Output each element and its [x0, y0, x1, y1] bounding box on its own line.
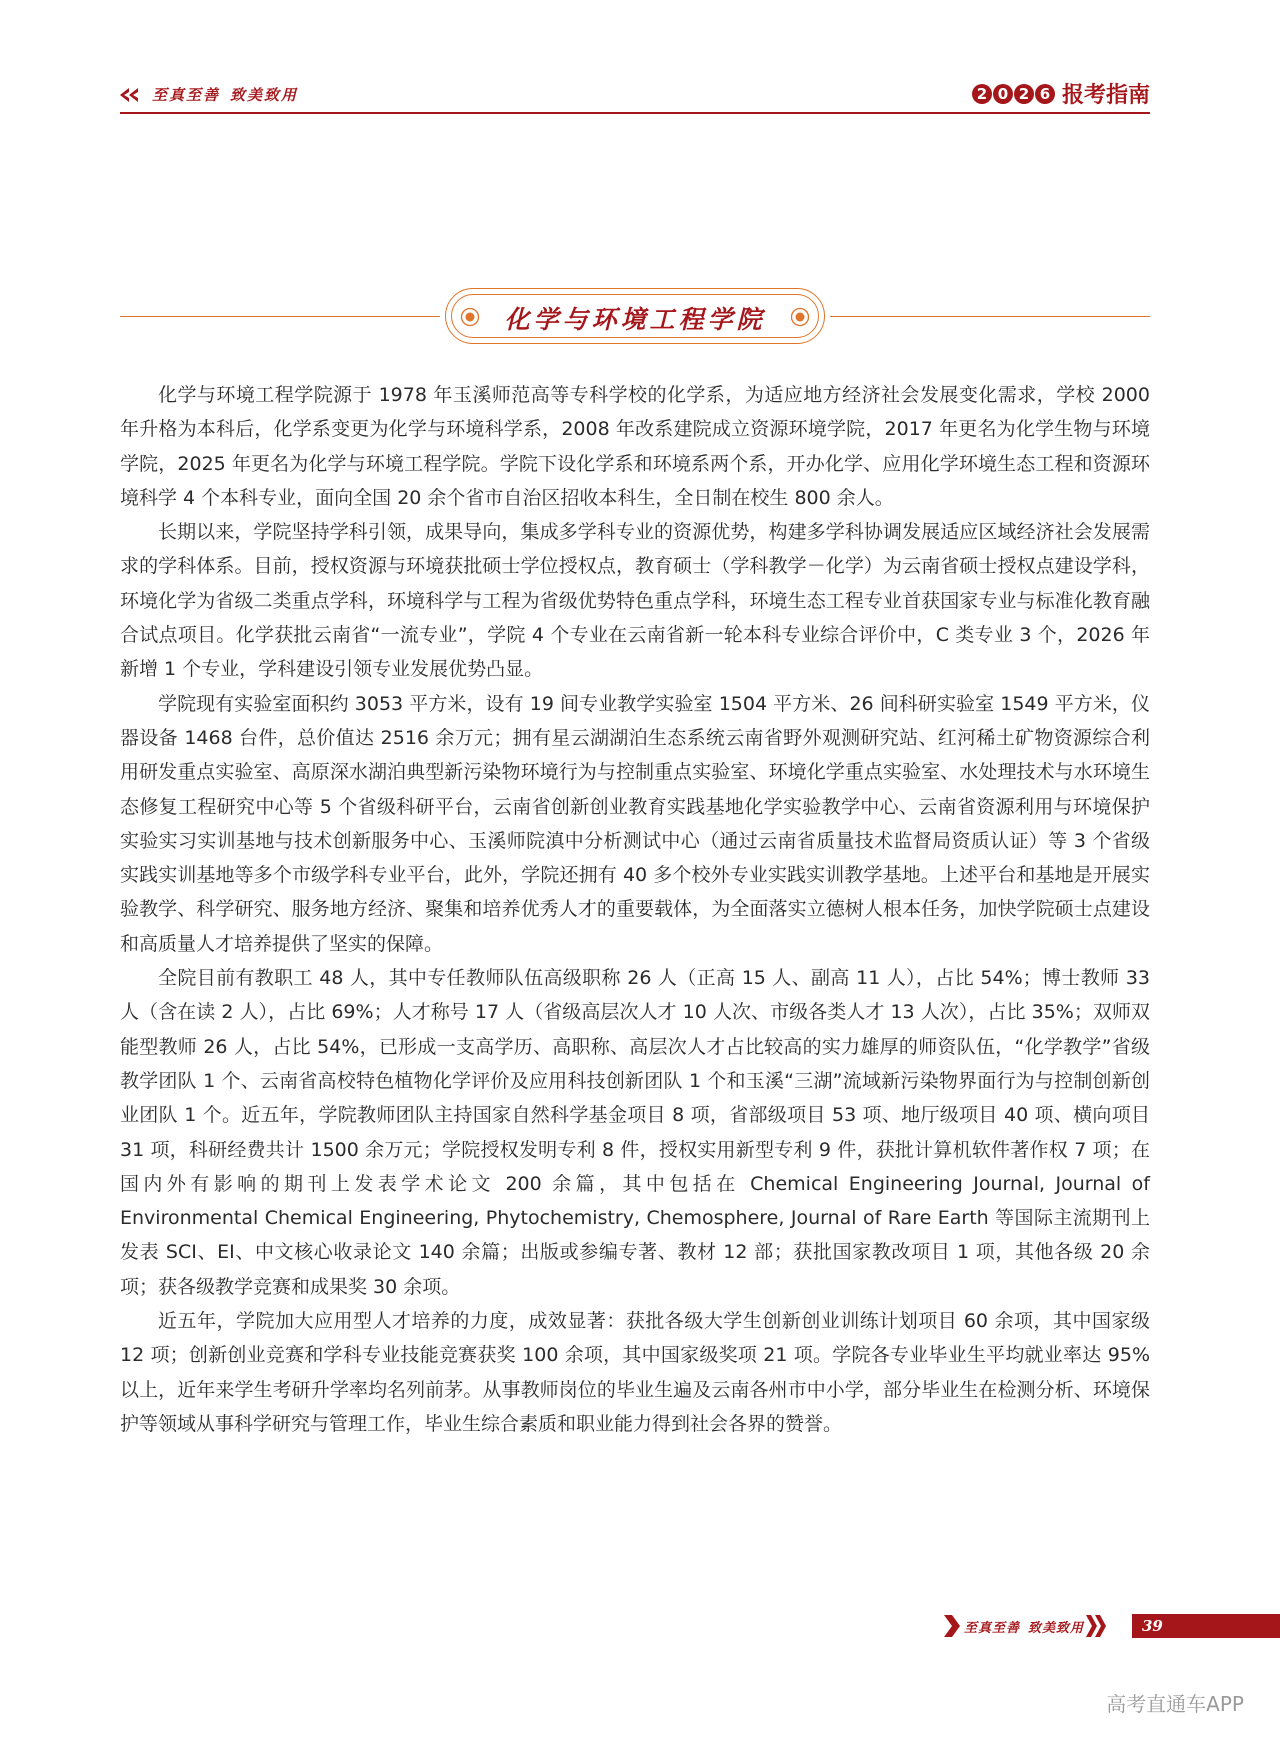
year-digit: 6 [1035, 84, 1055, 104]
header-motto-part1: 至真至善 [152, 86, 221, 104]
title-frame [445, 288, 825, 344]
title-line-right [830, 316, 1150, 317]
paragraph: 近五年，学院加大应用型人才培养的力度，成效显著：获批各级大学生创新创业训练计划项目 60 余项，其中国家级 12 项；创新创业竞赛和学科专业技能竞赛获奖 100 余项，其中国家级奖项 21 项。学院各专业毕业生平均就业率达 95% 以上，近年来学生考研升学率均名列前茅。从事教师岗位的毕业生遍及云南各州市中小学，部分毕业生在检测分析、环境保护等领域从事科学研究与管理工作，毕业生综合素质和职业能力得到社会各界的赞誉。 [120, 1310, 1150, 1435]
double-chevron-right-icon [1086, 1615, 1108, 1637]
footer-motto [964, 1617, 1084, 1636]
paragraph: 全院目前有教职工 48 人，其中专任教师队伍高级职称 26 人（正高 15 人、副高 11 人），占比 54%；博士教师 33 人（含在读 2 人），占比 69%；人才称号 17 人（省级高层次人才 10 人次、市级各类人才 13 人次），占比 35%；双师双能型教师 26 人，占比 54%，已形成一支高学历、高职称、高层次人才占比较高的实力雄厚的师资队伍，“化学教学”省级教学团队 1 个、云南省高校特色植物化学评价及应用科技创新团队 1 个和玉溪“三湖”流域新污染物界面行为与控制创新创业团队 1 个。近五年，学院教师团队主持国家自然科学基金项目 8 项，省部级项目 53 项、地厅级项目 40 项、横向项目 31 项，科研经费共计 1500 余万元；学院授权发明专利 8 件，授权实用新型专利 9 件，获批计算机软件著作权 7 项；在国内外有影响的期刊上发表学术论文 200 余篇，其中包括在 Chemical Engineering Journal, Journal of Environmental Chemical Engineering, Phytochemistry, Chemosphere, Journal of Rare Earth 等国际主流期刊上发表 SCI、EI、中文核心收录论文 140 余篇；出版或参编专著、教材 12 部；获批国家教改项目 1 项，其他各级 20 余项；获各级教学竞赛和成果奖 30 余项。 [120, 967, 1150, 1298]
guide-title: 报考指南 [1061, 83, 1150, 108]
year-digit: 2 [1014, 84, 1034, 104]
header-divider [120, 112, 1150, 114]
guide-badge [972, 78, 1150, 109]
paragraph: 化学与环境工程学院源于 1978 年玉溪师范高等专科学校的化学系，为适应地方经济社会发展变化需求，学校 2000 年升格为本科后，化学系变更为化学与环境科学系，2008 年改系建院成立资源环境学院，2017 年更名为化学生物与环境学院，2025 年更名为化学与环境工程学院。学院下设化学系和环境系两个系，开办化学、应用化学环境生态工程和资源环境科学 4 个本科专业，面向全国 20 余个省市自治区招收本科生，全日制在校生 800 余人。 [120, 384, 1150, 509]
year-digit: 0 [993, 84, 1013, 104]
section-title-banner [120, 288, 1150, 346]
header-motto-part2: 致美致用 [230, 86, 299, 104]
year-badge [972, 84, 1056, 104]
section-title: 化学与环境工程学院 [504, 305, 766, 334]
paragraph: 长期以来，学院坚持学科引领，成果导向，集成多学科专业的资源优势，构建多学科协调发展适应区域经济社会发展需求的学科体系。目前，授权资源与环境获批硕士学位授权点，教育硕士（学科教学－化学）为云南省硕士授权点建设学科，环境化学为省级二类重点学科，环境科学与工程为省级优势特色重点学科，环境生态工程专业首获国家专业与标准化教育融合试点项目。化学获批云南省“一流专业”，学院 4 个专业在云南省新一轮本科专业综合评价中，C 类专业 3 个，2026 年新增 1 个专业，学科建设引领专业发展优势凸显。 [120, 521, 1150, 681]
title-line-left [120, 316, 440, 317]
header-motto [152, 84, 298, 105]
article-body [120, 378, 1150, 1441]
year-digit: 2 [972, 84, 992, 104]
double-chevron-left-icon [120, 88, 138, 102]
header-motto-group [120, 84, 298, 105]
page-header [120, 84, 1150, 112]
paragraph: 学院现有实验室面积约 3053 平方米，设有 19 间专业教学实验室 1504 平方米、26 间科研实验室 1549 平方米，仪器设备 1468 台件，总价值达 2516 余万元；拥有星云湖湖泊生态系统云南省野外观测研究站、红河稀土矿物资源综合利用研发重点实验室、高原深水湖泊典型新污染物环境行为与控制重点实验室、环境化学重点实验室、水处理技术与水环境生态修复工程研究中心等 5 个省级科研平台，云南省创新创业教育实践基地化学实验教学中心、云南省资源利用与环境保护实验实习实训基地与技术创新服务中心、玉溪师院滇中分析测试中心（通过云南省质量技术监督局资质认证）等 3 个省级实践实训基地等多个市级学科专业平台，此外，学院还拥有 40 多个校外专业实践实训教学基地。上述平台和基地是开展实验教学、科学研究、服务地方经济、聚集和培养优秀人才的重要载体，为全面落实立德树人根本任务，加快学院硕士点建设和高质量人才培养提供了坚实的保障。 [120, 692, 1150, 955]
watermark: 高考直通车APP [1106, 1692, 1244, 1716]
footer-motto-part2: 致美致用 [1028, 1620, 1085, 1636]
page-number: 39 [1142, 1617, 1163, 1635]
chevron-right-icon [944, 1615, 960, 1637]
footer-motto-part1: 至真至善 [964, 1620, 1021, 1636]
